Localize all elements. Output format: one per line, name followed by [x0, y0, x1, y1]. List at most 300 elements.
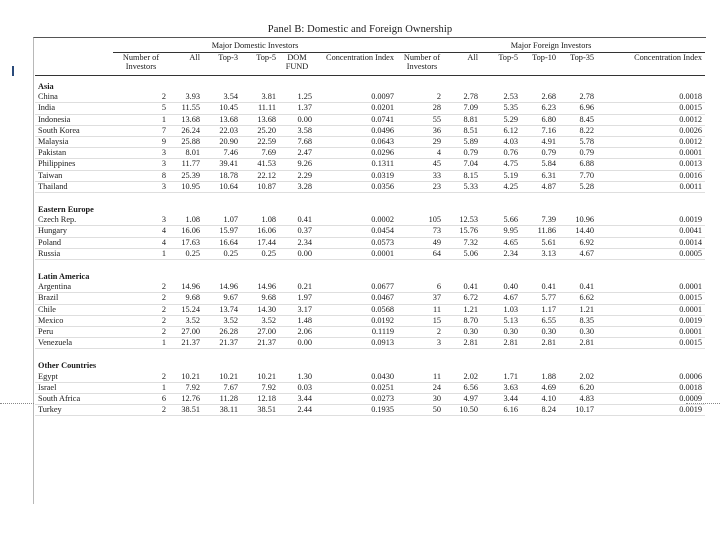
table-cell: 0.0014 [597, 237, 705, 248]
table-cell: 6.62 [559, 293, 597, 304]
table-cell: 0.0643 [315, 137, 397, 148]
table-cell: 4.75 [481, 159, 521, 170]
table-cell: 7.16 [521, 125, 559, 136]
table-cell: 7.92 [169, 382, 203, 393]
table-cell: 7 [113, 125, 169, 136]
table-cell: 0.0319 [315, 170, 397, 181]
table-cell: 0.41 [279, 215, 315, 226]
table-cell: 3.93 [169, 92, 203, 103]
col-dom-all: All [169, 53, 203, 76]
table-cell: 0.0013 [597, 159, 705, 170]
table-cell: 105 [397, 215, 447, 226]
table-cell: 2 [113, 372, 169, 383]
table-cell: 0.0026 [597, 125, 705, 136]
table-cell: 0.25 [169, 248, 203, 259]
table-cell: 11.55 [169, 103, 203, 114]
table-cell: 28 [397, 103, 447, 114]
table-cell: 13.68 [203, 114, 241, 125]
table-cell: 30 [397, 394, 447, 405]
table-cell: 0.1935 [315, 405, 397, 416]
table-cell: 4.83 [559, 394, 597, 405]
table-cell: 21.37 [203, 338, 241, 349]
table-cell: 3.28 [279, 181, 315, 192]
table-cell: 2 [113, 304, 169, 315]
region-header-row [35, 355, 705, 371]
table-cell: 0.30 [481, 327, 521, 338]
table-cell: 9.26 [279, 159, 315, 170]
table-row [35, 293, 705, 304]
table-cell: 4 [397, 148, 447, 159]
country-name: Pakistan [35, 148, 113, 159]
table-cell: 22.59 [241, 137, 279, 148]
table-cell: 9 [113, 137, 169, 148]
table-cell: 5 [113, 103, 169, 114]
table-cell: 13.74 [203, 304, 241, 315]
table-cell: 0.21 [279, 282, 315, 293]
table-cell: 11.86 [521, 226, 559, 237]
table-cell: 2.78 [559, 92, 597, 103]
table-cell: 3.44 [481, 394, 521, 405]
country-name: China [35, 92, 113, 103]
table-cell: 3.52 [203, 315, 241, 326]
table-cell: 1.48 [279, 315, 315, 326]
col-dom-top5: Top-5 [241, 53, 279, 76]
table-cell: 4.69 [521, 382, 559, 393]
table-cell: 0.30 [447, 327, 481, 338]
table-cell: 4.87 [521, 181, 559, 192]
table-cell: 1.71 [481, 372, 521, 383]
table-cell: 9.68 [241, 293, 279, 304]
table-cell: 10.87 [241, 181, 279, 192]
table-cell: 11.11 [241, 103, 279, 114]
table-cell: 0.0012 [597, 114, 705, 125]
table-row [35, 248, 705, 259]
table-row [35, 215, 705, 226]
table-cell: 10.21 [241, 372, 279, 383]
table-cell: 2.47 [279, 148, 315, 159]
table-cell: 3.52 [169, 315, 203, 326]
table-cell: 0.0677 [315, 282, 397, 293]
table-row [35, 237, 705, 248]
table-cell: 12.18 [241, 394, 279, 405]
table-cell: 24 [397, 382, 447, 393]
table-cell: 14.96 [241, 282, 279, 293]
table-cell: 10.45 [203, 103, 241, 114]
table-cell: 0.0467 [315, 293, 397, 304]
table-cell: 0.40 [481, 282, 521, 293]
table-cell: 6.20 [559, 382, 597, 393]
table-cell: 10.64 [203, 181, 241, 192]
table-cell: 2.34 [481, 248, 521, 259]
table-cell: 0.79 [559, 148, 597, 159]
table-cell: 8.81 [447, 114, 481, 125]
table-cell: 14.30 [241, 304, 279, 315]
column-header-row [35, 53, 705, 76]
table-row [35, 103, 705, 114]
table-row [35, 315, 705, 326]
table-cell: 1.25 [279, 92, 315, 103]
table-cell: 0.0192 [315, 315, 397, 326]
region-label: Latin America [38, 272, 90, 282]
table-cell: 1.08 [169, 215, 203, 226]
table-cell: 1 [113, 248, 169, 259]
table-cell: 3 [113, 148, 169, 159]
table-cell: 1.03 [481, 304, 521, 315]
table-cell: 0.0009 [597, 394, 705, 405]
table-cell: 0.0005 [597, 248, 705, 259]
col-for-concentration: Concentration Index [597, 53, 705, 76]
table-cell: 5.06 [447, 248, 481, 259]
country-name: Thailand [35, 181, 113, 192]
table-cell: 0.0573 [315, 237, 397, 248]
panel-title: Panel B: Domestic and Foreign Ownership [267, 24, 453, 35]
table-cell: 0.0741 [315, 114, 397, 125]
table-cell: 55 [397, 114, 447, 125]
table-cell: 0.1119 [315, 327, 397, 338]
table-cell: 26.28 [203, 327, 241, 338]
table-cell: 1 [113, 382, 169, 393]
country-name: Chile [35, 304, 113, 315]
col-dom-concentration: Concentration Index [315, 53, 397, 76]
table-cell: 11 [397, 304, 447, 315]
table-cell: 2 [113, 315, 169, 326]
table-cell: 7.39 [521, 215, 559, 226]
table-cell: 12.76 [169, 394, 203, 405]
table-cell: 13.68 [169, 114, 203, 125]
table-cell: 8.01 [169, 148, 203, 159]
table-cell: 4.91 [521, 137, 559, 148]
table-cell: 49 [397, 237, 447, 248]
table-cell: 4 [113, 237, 169, 248]
table-cell: 12.53 [447, 215, 481, 226]
table-cell: 7.09 [447, 103, 481, 114]
table-cell: 0.0006 [597, 372, 705, 383]
table-cell: 0.00 [279, 248, 315, 259]
country-name: Poland [35, 237, 113, 248]
table-row [35, 226, 705, 237]
table-cell: 0.0002 [315, 215, 397, 226]
table-cell: 3 [397, 338, 447, 349]
table-cell: 0.0018 [597, 382, 705, 393]
country-name: India [35, 103, 113, 114]
table-cell: 29 [397, 137, 447, 148]
table-cell: 9.95 [481, 226, 521, 237]
table-cell: 11 [397, 372, 447, 383]
table-cell: 5.13 [481, 315, 521, 326]
table-cell: 25.39 [169, 170, 203, 181]
side-marker [12, 66, 14, 76]
table-row [35, 382, 705, 393]
table-cell: 1.21 [447, 304, 481, 315]
table-cell: 64 [397, 248, 447, 259]
table-cell: 23 [397, 181, 447, 192]
table-cell: 4.25 [481, 181, 521, 192]
table-cell: 10.17 [559, 405, 597, 416]
table-row [35, 137, 705, 148]
table-cell: 0.30 [559, 327, 597, 338]
table-cell: 21.37 [169, 338, 203, 349]
table-row [35, 114, 705, 125]
table-cell: 0.25 [241, 248, 279, 259]
table-cell: 0.0001 [597, 304, 705, 315]
table-cell: 8.70 [447, 315, 481, 326]
table-cell: 10.50 [447, 405, 481, 416]
table-cell: 2.81 [559, 338, 597, 349]
table-cell: 4.67 [481, 293, 521, 304]
table-cell: 22.12 [241, 170, 279, 181]
table-row [35, 92, 705, 103]
table-cell: 3 [113, 159, 169, 170]
table-cell: 0.25 [203, 248, 241, 259]
table-cell: 8.45 [559, 114, 597, 125]
country-name: Venezuela [35, 338, 113, 349]
country-name: Russia [35, 248, 113, 259]
ownership-table [35, 40, 705, 416]
country-name: Egypt [35, 372, 113, 383]
table-cell: 4.65 [481, 237, 521, 248]
table-cell: 14.96 [203, 282, 241, 293]
table-cell: 6.55 [521, 315, 559, 326]
table-cell: 10.21 [203, 372, 241, 383]
table-cell: 0.1311 [315, 159, 397, 170]
table-cell: 0.0019 [597, 215, 705, 226]
table-cell: 0.00 [279, 114, 315, 125]
table-cell: 0.0097 [315, 92, 397, 103]
table-cell: 0.0913 [315, 338, 397, 349]
table-cell: 22.03 [203, 125, 241, 136]
table-row [35, 170, 705, 181]
table-cell: 3.81 [241, 92, 279, 103]
table-cell: 15.97 [203, 226, 241, 237]
country-name: Czech Rep. [35, 215, 113, 226]
table-cell: 11.28 [203, 394, 241, 405]
table-cell: 0.0015 [597, 103, 705, 114]
table-cell: 7.04 [447, 159, 481, 170]
table-cell: 4 [113, 226, 169, 237]
table-cell: 6.12 [481, 125, 521, 136]
table-row [35, 327, 705, 338]
table-cell: 5.19 [481, 170, 521, 181]
table-row [35, 372, 705, 383]
table-cell: 0.76 [481, 148, 521, 159]
table-cell: 0.0019 [597, 315, 705, 326]
table-cell: 0.79 [447, 148, 481, 159]
table-cell: 1.17 [521, 304, 559, 315]
table-cell: 0.41 [521, 282, 559, 293]
table-cell: 0.0201 [315, 103, 397, 114]
table-cell: 10.21 [169, 372, 203, 383]
table-cell: 0.0496 [315, 125, 397, 136]
table-cell: 0.0454 [315, 226, 397, 237]
table-cell: 3.52 [241, 315, 279, 326]
table-cell: 2 [113, 405, 169, 416]
table-cell: 1.97 [279, 293, 315, 304]
table-cell: 0.0001 [597, 327, 705, 338]
table-cell: 5.28 [559, 181, 597, 192]
table-cell: 6.80 [521, 114, 559, 125]
table-cell: 3.54 [203, 92, 241, 103]
table-cell: 7.92 [241, 382, 279, 393]
table-cell: 0.0273 [315, 394, 397, 405]
dotted-rule-left [0, 403, 34, 404]
table-cell: 5.78 [559, 137, 597, 148]
table-cell: 0.0015 [597, 293, 705, 304]
table-cell: 0.0001 [597, 282, 705, 293]
table-row [35, 181, 705, 192]
table-cell: 2.81 [521, 338, 559, 349]
table-cell: 7.70 [559, 170, 597, 181]
table-row [35, 148, 705, 159]
table-cell: 14.96 [169, 282, 203, 293]
col-dom-top3: Top-3 [203, 53, 241, 76]
table-cell: 14.40 [559, 226, 597, 237]
table-cell: 6 [397, 282, 447, 293]
table-cell: 0.0018 [597, 92, 705, 103]
domestic-group-header: Major Domestic Investors [113, 40, 397, 53]
table-cell: 50 [397, 405, 447, 416]
table-cell: 37 [397, 293, 447, 304]
table-cell: 0.0001 [315, 248, 397, 259]
table-cell: 5.61 [521, 237, 559, 248]
table-cell: 3.13 [521, 248, 559, 259]
table-cell: 6.96 [559, 103, 597, 114]
table-cell: 4.10 [521, 394, 559, 405]
table-cell: 45 [397, 159, 447, 170]
table-row [35, 282, 705, 293]
table-cell: 5.89 [447, 137, 481, 148]
col-for-top35: Top-35 [559, 53, 597, 76]
table-cell: 5.29 [481, 114, 521, 125]
table-cell: 0.00 [279, 338, 315, 349]
region-label: Eastern Europe [38, 205, 94, 215]
table-cell: 1 [113, 338, 169, 349]
region-label: Other Countries [38, 361, 97, 371]
table-cell: 15 [397, 315, 447, 326]
country-name: Taiwan [35, 170, 113, 181]
table-cell: 11.77 [169, 159, 203, 170]
table-cell: 38.51 [241, 405, 279, 416]
foreign-group-header: Major Foreign Investors [397, 40, 705, 53]
table-cell: 20.90 [203, 137, 241, 148]
table-cell: 2 [113, 293, 169, 304]
table-cell: 0.0356 [315, 181, 397, 192]
table-cell: 25.20 [241, 125, 279, 136]
table-cell: 7.69 [241, 148, 279, 159]
table-cell: 2.81 [447, 338, 481, 349]
table-cell: 0.0015 [597, 338, 705, 349]
table-cell: 25.88 [169, 137, 203, 148]
table-cell: 1.30 [279, 372, 315, 383]
table-cell: 8.35 [559, 315, 597, 326]
table-cell: 8.24 [521, 405, 559, 416]
col-for-top5: Top-5 [481, 53, 521, 76]
table-row [35, 405, 705, 416]
table-cell: 6.56 [447, 382, 481, 393]
table-cell: 38.11 [203, 405, 241, 416]
table-cell: 33 [397, 170, 447, 181]
table-cell: 0.41 [559, 282, 597, 293]
country-name: Turkey [35, 405, 113, 416]
table-cell: 3.63 [481, 382, 521, 393]
table-cell: 10.95 [169, 181, 203, 192]
table-cell: 3.58 [279, 125, 315, 136]
table-cell: 3.17 [279, 304, 315, 315]
region-header-row [35, 199, 705, 215]
country-name: Israel [35, 382, 113, 393]
table-cell: 4.97 [447, 394, 481, 405]
country-name: Philippines [35, 159, 113, 170]
table-cell: 73 [397, 226, 447, 237]
table-cell: 38.51 [169, 405, 203, 416]
country-name: Indonesia [35, 114, 113, 125]
table-cell: 1.21 [559, 304, 597, 315]
table-cell: 0.0430 [315, 372, 397, 383]
table-cell: 7.46 [203, 148, 241, 159]
table-cell: 0.0041 [597, 226, 705, 237]
table-cell: 8.15 [447, 170, 481, 181]
table-cell: 8.51 [447, 125, 481, 136]
table-cell: 0.37 [279, 226, 315, 237]
table-cell: 1.37 [279, 103, 315, 114]
table-cell: 0.0019 [597, 405, 705, 416]
table-cell: 16.64 [203, 237, 241, 248]
table-cell: 5.77 [521, 293, 559, 304]
table-row [35, 304, 705, 315]
table-cell: 2 [113, 282, 169, 293]
region-header-row [35, 76, 705, 93]
table-cell: 9.67 [203, 293, 241, 304]
table-cell: 0.0012 [597, 137, 705, 148]
col-for-number: Number of Investors [397, 53, 447, 76]
table-cell: 6 [113, 394, 169, 405]
table-cell: 7.32 [447, 237, 481, 248]
group-header-row [35, 40, 705, 53]
table-cell: 36 [397, 125, 447, 136]
region-header-row [35, 266, 705, 282]
table-cell: 0.0011 [597, 181, 705, 192]
table-cell: 2 [397, 92, 447, 103]
col-dom-number: Number of Investors [113, 53, 169, 76]
table-cell: 4.03 [481, 137, 521, 148]
table-cell: 0.41 [447, 282, 481, 293]
col-for-top10: Top-10 [521, 53, 559, 76]
table-cell: 39.41 [203, 159, 241, 170]
table-cell: 0.0568 [315, 304, 397, 315]
table-cell: 2.78 [447, 92, 481, 103]
table-cell: 15.76 [447, 226, 481, 237]
country-name: South Africa [35, 394, 113, 405]
table-cell: 0.30 [521, 327, 559, 338]
table-row [35, 125, 705, 136]
table-cell: 0.03 [279, 382, 315, 393]
table-cell: 6.16 [481, 405, 521, 416]
table-cell: 2.44 [279, 405, 315, 416]
country-name: Hungary [35, 226, 113, 237]
table-cell: 7.67 [203, 382, 241, 393]
table-cell: 16.06 [169, 226, 203, 237]
table-cell: 5.35 [481, 103, 521, 114]
table-cell: 8.22 [559, 125, 597, 136]
table-row [35, 394, 705, 405]
table-cell: 1.07 [203, 215, 241, 226]
table-row [35, 159, 705, 170]
table-cell: 4.67 [559, 248, 597, 259]
table-cell: 3 [113, 215, 169, 226]
table-cell: 7.68 [279, 137, 315, 148]
table-cell: 15.24 [169, 304, 203, 315]
table-cell: 2.53 [481, 92, 521, 103]
table-cell: 1 [113, 114, 169, 125]
